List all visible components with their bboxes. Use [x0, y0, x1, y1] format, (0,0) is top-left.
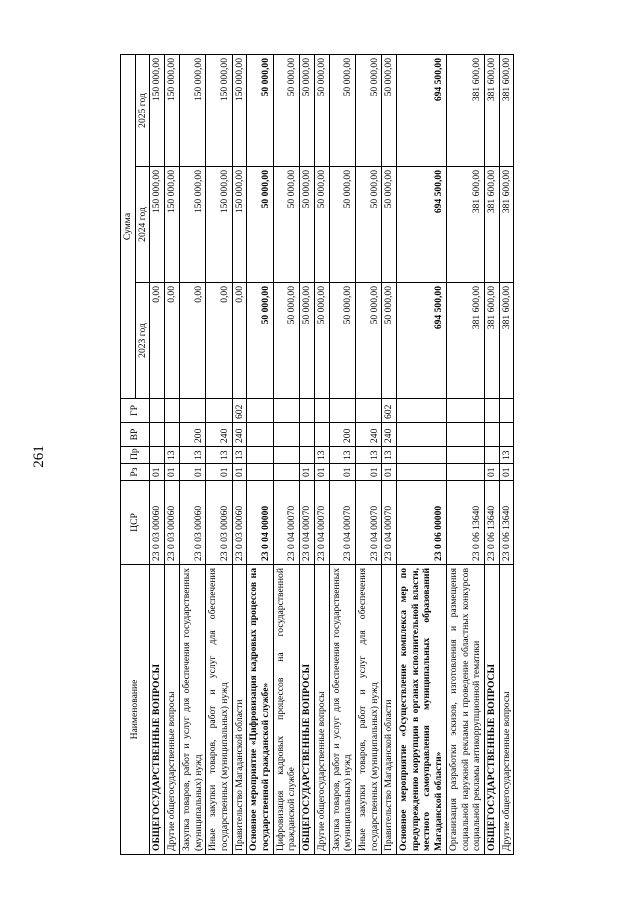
cell-vr: 240: [232, 423, 247, 447]
cell-2024: 50 000,00: [247, 167, 273, 283]
cell-vr: [300, 423, 315, 447]
cell-2025: 381 600,00: [484, 55, 499, 167]
header-2023: 2023 год: [135, 283, 150, 399]
cell-2024: 50 000,00: [300, 167, 315, 283]
cell-2025: 150 000,00: [179, 55, 205, 167]
cell-vr: 240: [355, 423, 381, 447]
page-number: 261: [30, 445, 47, 468]
table-row: [382, 55, 397, 855]
cell-name: Основное мероприятие «Осуществление комплекса мер по предупреждению коррупции в органах исполнительной власти, местного самоуправления муниципальных образований Магаданской области»: [397, 565, 447, 855]
cell-rz: [247, 464, 273, 481]
cell-csr: 23 0 04 00000: [247, 481, 273, 565]
cell-2023: 50 000,00: [314, 283, 329, 399]
cell-pr: 13: [232, 447, 247, 464]
header-gr: ГР: [121, 399, 150, 423]
cell-name: Другие общегосударственные вопросы: [499, 565, 514, 855]
cell-name: Правительство Магаданской области: [382, 565, 397, 855]
cell-csr: 23 0 04 00070: [355, 481, 381, 565]
table-row: [300, 55, 315, 855]
cell-rz: 01: [206, 464, 232, 481]
cell-vr: 200: [179, 423, 205, 447]
cell-vr: [273, 423, 299, 447]
cell-pr: [397, 447, 447, 464]
cell-name: Другие общегосударственные вопросы: [314, 565, 329, 855]
header-sum: Сумма: [121, 55, 136, 399]
cell-rz: [397, 464, 447, 481]
table-row: [499, 55, 514, 855]
cell-pr: 13: [179, 447, 205, 464]
cell-rz: 01: [484, 464, 499, 481]
cell-pr: 13: [314, 447, 329, 464]
cell-gr: [329, 399, 355, 423]
budget-table: [120, 54, 514, 855]
cell-2023: 694 500,00: [397, 283, 447, 399]
cell-2025: 150 000,00: [150, 55, 165, 167]
cell-name: Закупка товаров, работ и услуг для обеспечения государственных (муниципальных) нужд: [329, 565, 355, 855]
cell-name: Другие общегосударственные вопросы: [165, 565, 180, 855]
cell-name: ОБЩЕГОСУДАРСТВЕННЫЕ ВОПРОСЫ: [300, 565, 315, 855]
table-row: [446, 55, 484, 855]
cell-2025: 50 000,00: [382, 55, 397, 167]
cell-rz: 01: [150, 464, 165, 481]
table-row: [355, 55, 381, 855]
cell-2025: 381 600,00: [446, 55, 484, 167]
cell-name: Организация разработки эскизов, изготовления и размещения социальной наружной рекламы и проведение областных конкурсов социальной рекламы антикоррупционной тематики: [446, 565, 484, 855]
cell-2023: 0,00: [206, 283, 232, 399]
cell-2023: 0,00: [150, 283, 165, 399]
header-vr: ВР: [121, 423, 150, 447]
cell-2023: 0,00: [179, 283, 205, 399]
cell-name: ОБЩЕГОСУДАРСТВЕННЫЕ ВОПРОСЫ: [150, 565, 165, 855]
header-pr: Пр: [121, 447, 150, 464]
cell-pr: [300, 447, 315, 464]
cell-2024: 150 000,00: [232, 167, 247, 283]
cell-2025: 50 000,00: [355, 55, 381, 167]
cell-vr: [165, 423, 180, 447]
cell-pr: [484, 447, 499, 464]
cell-vr: 240: [206, 423, 232, 447]
cell-2024: 150 000,00: [206, 167, 232, 283]
cell-2024: 694 500,00: [397, 167, 447, 283]
cell-pr: 13: [382, 447, 397, 464]
cell-vr: [397, 423, 447, 447]
cell-2023: 50 000,00: [273, 283, 299, 399]
cell-pr: [273, 447, 299, 464]
cell-rz: 01: [300, 464, 315, 481]
table-row: [484, 55, 499, 855]
cell-gr: [206, 399, 232, 423]
cell-rz: [446, 464, 484, 481]
cell-rz: 01: [232, 464, 247, 481]
cell-pr: 13: [499, 447, 514, 464]
table-row: [150, 55, 165, 855]
cell-2023: 50 000,00: [355, 283, 381, 399]
cell-vr: [499, 423, 514, 447]
table-row: [397, 55, 447, 855]
cell-pr: [150, 447, 165, 464]
cell-2023: 0,00: [165, 283, 180, 399]
cell-rz: 01: [355, 464, 381, 481]
cell-2024: 50 000,00: [314, 167, 329, 283]
cell-2023: 0,00: [232, 283, 247, 399]
cell-2025: 150 000,00: [232, 55, 247, 167]
cell-2023: 50 000,00: [247, 283, 273, 399]
cell-csr: 23 0 03 00060: [179, 481, 205, 565]
header-name: Наименование: [121, 565, 150, 855]
cell-vr: [484, 423, 499, 447]
cell-csr: 23 0 04 00070: [273, 481, 299, 565]
cell-name: Основное мероприятие «Цифровизация кадровых процессов на государственной гражданской службе»: [247, 565, 273, 855]
cell-2024: 50 000,00: [355, 167, 381, 283]
cell-2024: 381 600,00: [446, 167, 484, 283]
cell-gr: [179, 399, 205, 423]
cell-pr: 13: [355, 447, 381, 464]
cell-gr: [165, 399, 180, 423]
cell-csr: 23 0 03 00060: [165, 481, 180, 565]
cell-2023: 381 600,00: [446, 283, 484, 399]
cell-2024: 381 600,00: [499, 167, 514, 283]
table-row: [232, 55, 247, 855]
cell-2024: 50 000,00: [382, 167, 397, 283]
table-row: [165, 55, 180, 855]
cell-2025: 150 000,00: [206, 55, 232, 167]
cell-csr: 23 0 03 00060: [150, 481, 165, 565]
cell-rz: 01: [314, 464, 329, 481]
cell-rz: 01: [499, 464, 514, 481]
cell-csr: 23 0 04 00070: [300, 481, 315, 565]
header-2025: 2025 год: [135, 55, 150, 167]
cell-2023: 50 000,00: [329, 283, 355, 399]
cell-2025: 694 500,00: [397, 55, 447, 167]
cell-vr: 200: [329, 423, 355, 447]
cell-2023: 50 000,00: [300, 283, 315, 399]
cell-gr: [484, 399, 499, 423]
cell-2024: 150 000,00: [179, 167, 205, 283]
cell-rz: 01: [165, 464, 180, 481]
cell-vr: [314, 423, 329, 447]
cell-csr: 23 0 06 13640: [484, 481, 499, 565]
cell-csr: 23 0 06 13640: [499, 481, 514, 565]
cell-2025: 50 000,00: [300, 55, 315, 167]
cell-gr: [314, 399, 329, 423]
cell-2023: 50 000,00: [382, 283, 397, 399]
cell-csr: 23 0 04 00070: [382, 481, 397, 565]
cell-rz: 01: [329, 464, 355, 481]
cell-gr: [150, 399, 165, 423]
cell-name: Иные закупки товаров, работ и услуг для обеспечения государственных (муниципальных) нужд: [206, 565, 232, 855]
cell-name: Правительство Магаданской области: [232, 565, 247, 855]
cell-gr: [300, 399, 315, 423]
cell-gr: [273, 399, 299, 423]
cell-2024: 381 600,00: [484, 167, 499, 283]
cell-csr: 23 0 03 00060: [206, 481, 232, 565]
cell-gr: 602: [382, 399, 397, 423]
cell-2023: 381 600,00: [499, 283, 514, 399]
cell-2023: 381 600,00: [484, 283, 499, 399]
cell-2024: 50 000,00: [329, 167, 355, 283]
cell-pr: [247, 447, 273, 464]
cell-vr: 240: [382, 423, 397, 447]
cell-pr: 13: [165, 447, 180, 464]
rotated-table-area: [120, 55, 515, 855]
cell-pr: 13: [206, 447, 232, 464]
cell-2024: 50 000,00: [273, 167, 299, 283]
cell-name: Цифровизация кадровых процессов на государственной гражданской службе: [273, 565, 299, 855]
cell-2025: 381 600,00: [499, 55, 514, 167]
cell-name: Иные закупки товаров, работ и услуг для обеспечения государственных (муниципальных) нужд: [355, 565, 381, 855]
cell-gr: [247, 399, 273, 423]
header-2024: 2024 год: [135, 167, 150, 283]
cell-pr: 13: [329, 447, 355, 464]
cell-2025: 150 000,00: [165, 55, 180, 167]
cell-csr: 23 0 04 00070: [314, 481, 329, 565]
table-row: [273, 55, 299, 855]
table-row: [179, 55, 205, 855]
table-container: [120, 55, 515, 855]
table-body: [150, 55, 514, 855]
table-row: [329, 55, 355, 855]
cell-rz: 01: [382, 464, 397, 481]
cell-2024: 150 000,00: [165, 167, 180, 283]
cell-csr: 23 0 06 13640: [446, 481, 484, 565]
cell-rz: 01: [179, 464, 205, 481]
cell-gr: 602: [232, 399, 247, 423]
cell-gr: [446, 399, 484, 423]
cell-gr: [355, 399, 381, 423]
header-rz: Рз: [121, 464, 150, 481]
cell-2025: 50 000,00: [314, 55, 329, 167]
cell-2025: 50 000,00: [247, 55, 273, 167]
table-row: [206, 55, 232, 855]
table-row: [314, 55, 329, 855]
header-csr: ЦСР: [121, 481, 150, 565]
cell-vr: [247, 423, 273, 447]
cell-vr: [150, 423, 165, 447]
cell-csr: 23 0 03 00060: [232, 481, 247, 565]
cell-name: ОБЩЕГОСУДАРСТВЕННЫЕ ВОПРОСЫ: [484, 565, 499, 855]
cell-2024: 150 000,00: [150, 167, 165, 283]
cell-rz: [273, 464, 299, 481]
table-header: [121, 55, 150, 855]
table-row: [247, 55, 273, 855]
cell-gr: [397, 399, 447, 423]
cell-gr: [499, 399, 514, 423]
cell-2025: 50 000,00: [329, 55, 355, 167]
cell-csr: 23 0 06 00000: [397, 481, 447, 565]
cell-pr: [446, 447, 484, 464]
cell-vr: [446, 423, 484, 447]
cell-name: Закупка товаров, работ и услуг для обеспечения государственных (муниципальных) нужд: [179, 565, 205, 855]
cell-2025: 50 000,00: [273, 55, 299, 167]
cell-csr: 23 0 04 00070: [329, 481, 355, 565]
